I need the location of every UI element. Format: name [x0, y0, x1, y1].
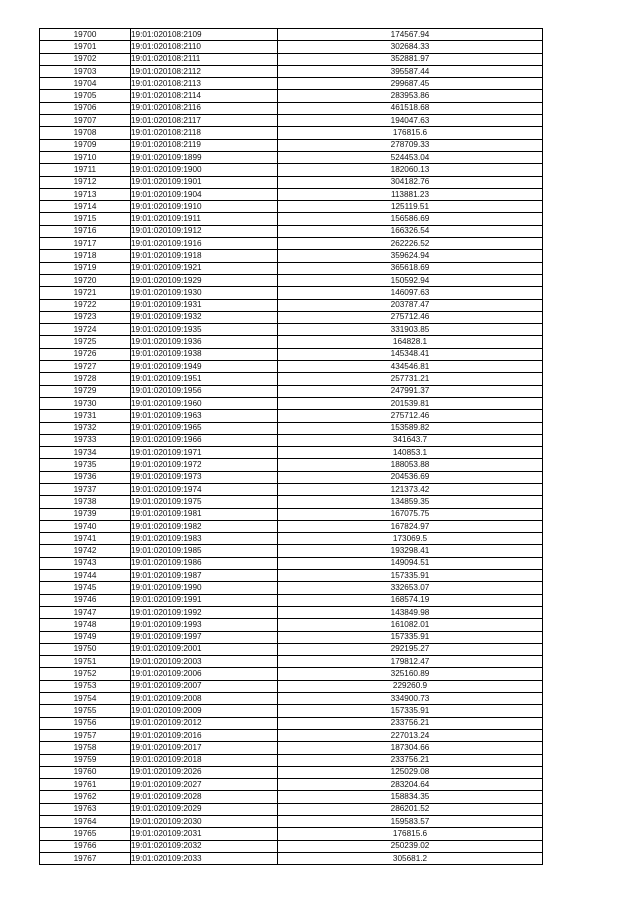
- cadastral-number-cell: 19:01:020109:2033: [131, 852, 278, 864]
- value-cell: 434546.81: [278, 361, 543, 373]
- cadastral-number-cell: 19:01:020109:1992: [131, 606, 278, 618]
- row-number-cell: 19701: [40, 41, 131, 53]
- row-number-cell: 19717: [40, 238, 131, 250]
- cadastral-number-cell: 19:01:020109:1938: [131, 348, 278, 360]
- cadastral-number-cell: 19:01:020109:1983: [131, 533, 278, 545]
- value-cell: 325160.89: [278, 668, 543, 680]
- row-number-cell: 19734: [40, 447, 131, 459]
- row-number-cell: 19713: [40, 188, 131, 200]
- table-row: [40, 311, 543, 323]
- row-number-cell: 19705: [40, 90, 131, 102]
- table-row: [40, 508, 543, 520]
- row-number-cell: 19758: [40, 742, 131, 754]
- table-row: [40, 151, 543, 163]
- value-cell: 125119.51: [278, 201, 543, 213]
- cadastral-number-cell: 19:01:020108:2117: [131, 115, 278, 127]
- cadastral-value-table: [39, 28, 543, 865]
- table-row: [40, 139, 543, 151]
- table-row: [40, 262, 543, 274]
- row-number-cell: 19728: [40, 373, 131, 385]
- table-row: [40, 410, 543, 422]
- value-cell: 201539.81: [278, 397, 543, 409]
- table-row: [40, 127, 543, 139]
- value-cell: 233756.21: [278, 717, 543, 729]
- value-cell: 233756.21: [278, 754, 543, 766]
- cadastral-number-cell: 19:01:020109:2027: [131, 779, 278, 791]
- row-number-cell: 19743: [40, 557, 131, 569]
- row-number-cell: 19767: [40, 852, 131, 864]
- row-number-cell: 19731: [40, 410, 131, 422]
- value-cell: 283953.86: [278, 90, 543, 102]
- cadastral-number-cell: 19:01:020109:2026: [131, 766, 278, 778]
- value-cell: 168574.19: [278, 594, 543, 606]
- table-row: [40, 53, 543, 65]
- cadastral-number-cell: 19:01:020109:1935: [131, 324, 278, 336]
- row-number-cell: 19719: [40, 262, 131, 274]
- value-cell: 121373.42: [278, 483, 543, 495]
- row-number-cell: 19712: [40, 176, 131, 188]
- row-number-cell: 19732: [40, 422, 131, 434]
- value-cell: 156586.69: [278, 213, 543, 225]
- value-cell: 173069.5: [278, 533, 543, 545]
- table-row: [40, 90, 543, 102]
- value-cell: 166326.54: [278, 225, 543, 237]
- table-row: [40, 680, 543, 692]
- table-row: [40, 557, 543, 569]
- value-cell: 262226.52: [278, 238, 543, 250]
- table-row: [40, 766, 543, 778]
- row-number-cell: 19729: [40, 385, 131, 397]
- row-number-cell: 19706: [40, 102, 131, 114]
- value-cell: 157335.91: [278, 570, 543, 582]
- value-cell: 204536.69: [278, 471, 543, 483]
- table-row: [40, 78, 543, 90]
- value-cell: 229260.9: [278, 680, 543, 692]
- table-row: [40, 397, 543, 409]
- table-row: [40, 840, 543, 852]
- row-number-cell: 19715: [40, 213, 131, 225]
- table-row: [40, 816, 543, 828]
- row-number-cell: 19750: [40, 643, 131, 655]
- table-row: [40, 459, 543, 471]
- value-cell: 159583.57: [278, 816, 543, 828]
- row-number-cell: 19762: [40, 791, 131, 803]
- row-number-cell: 19733: [40, 434, 131, 446]
- table-row: [40, 287, 543, 299]
- value-cell: 359624.94: [278, 250, 543, 262]
- table-row: [40, 631, 543, 643]
- row-number-cell: 19760: [40, 766, 131, 778]
- cadastral-number-cell: 19:01:020109:2001: [131, 643, 278, 655]
- cadastral-number-cell: 19:01:020109:2003: [131, 656, 278, 668]
- row-number-cell: 19744: [40, 570, 131, 582]
- table-body: [40, 29, 543, 865]
- value-cell: 227013.24: [278, 729, 543, 741]
- value-cell: 193298.41: [278, 545, 543, 557]
- table-row: [40, 164, 543, 176]
- row-number-cell: 19711: [40, 164, 131, 176]
- cadastral-number-cell: 19:01:020109:1904: [131, 188, 278, 200]
- row-number-cell: 19700: [40, 29, 131, 41]
- row-number-cell: 19730: [40, 397, 131, 409]
- cadastral-number-cell: 19:01:020109:1929: [131, 274, 278, 286]
- table-row: [40, 717, 543, 729]
- table-row: [40, 213, 543, 225]
- table-row: [40, 422, 543, 434]
- value-cell: 275712.46: [278, 311, 543, 323]
- cadastral-number-cell: 19:01:020108:2111: [131, 53, 278, 65]
- row-number-cell: 19763: [40, 803, 131, 815]
- table-row: [40, 250, 543, 262]
- row-number-cell: 19757: [40, 729, 131, 741]
- row-number-cell: 19749: [40, 631, 131, 643]
- cadastral-number-cell: 19:01:020108:2113: [131, 78, 278, 90]
- row-number-cell: 19752: [40, 668, 131, 680]
- row-number-cell: 19727: [40, 361, 131, 373]
- cadastral-number-cell: 19:01:020109:1956: [131, 385, 278, 397]
- row-number-cell: 19722: [40, 299, 131, 311]
- value-cell: 161082.01: [278, 619, 543, 631]
- row-number-cell: 19740: [40, 520, 131, 532]
- row-number-cell: 19702: [40, 53, 131, 65]
- value-cell: 187304.66: [278, 742, 543, 754]
- value-cell: 174567.94: [278, 29, 543, 41]
- cadastral-number-cell: 19:01:020108:2110: [131, 41, 278, 53]
- value-cell: 250239.02: [278, 840, 543, 852]
- row-number-cell: 19704: [40, 78, 131, 90]
- value-cell: 302684.33: [278, 41, 543, 53]
- table-row: [40, 852, 543, 864]
- table-row: [40, 238, 543, 250]
- cadastral-number-cell: 19:01:020108:2114: [131, 90, 278, 102]
- cadastral-number-cell: 19:01:020109:2028: [131, 791, 278, 803]
- row-number-cell: 19709: [40, 139, 131, 151]
- cadastral-number-cell: 19:01:020109:2008: [131, 693, 278, 705]
- cadastral-number-cell: 19:01:020109:1900: [131, 164, 278, 176]
- cadastral-number-cell: 19:01:020109:1949: [131, 361, 278, 373]
- table-row: [40, 115, 543, 127]
- row-number-cell: 19716: [40, 225, 131, 237]
- cadastral-number-cell: 19:01:020109:1973: [131, 471, 278, 483]
- table-row: [40, 594, 543, 606]
- cadastral-number-cell: 19:01:020109:1972: [131, 459, 278, 471]
- cadastral-number-cell: 19:01:020109:1899: [131, 151, 278, 163]
- value-cell: 150592.94: [278, 274, 543, 286]
- cadastral-number-cell: 19:01:020109:1966: [131, 434, 278, 446]
- cadastral-number-cell: 19:01:020109:1911: [131, 213, 278, 225]
- table-row: [40, 102, 543, 114]
- cadastral-number-cell: 19:01:020109:2006: [131, 668, 278, 680]
- row-number-cell: 19755: [40, 705, 131, 717]
- value-cell: 157335.91: [278, 631, 543, 643]
- cadastral-number-cell: 19:01:020109:2032: [131, 840, 278, 852]
- row-number-cell: 19751: [40, 656, 131, 668]
- cadastral-number-cell: 19:01:020108:2112: [131, 65, 278, 77]
- value-cell: 194047.63: [278, 115, 543, 127]
- table-row: [40, 520, 543, 532]
- row-number-cell: 19735: [40, 459, 131, 471]
- table-row: [40, 41, 543, 53]
- table-row: [40, 201, 543, 213]
- row-number-cell: 19721: [40, 287, 131, 299]
- cadastral-number-cell: 19:01:020109:2007: [131, 680, 278, 692]
- cadastral-number-cell: 19:01:020109:1986: [131, 557, 278, 569]
- value-cell: 176815.6: [278, 127, 543, 139]
- value-cell: 331903.85: [278, 324, 543, 336]
- row-number-cell: 19718: [40, 250, 131, 262]
- row-number-cell: 19748: [40, 619, 131, 631]
- value-cell: 286201.52: [278, 803, 543, 815]
- table-row: [40, 483, 543, 495]
- row-number-cell: 19738: [40, 496, 131, 508]
- cadastral-number-cell: 19:01:020109:1987: [131, 570, 278, 582]
- value-cell: 182060.13: [278, 164, 543, 176]
- cadastral-number-cell: 19:01:020109:1963: [131, 410, 278, 422]
- value-cell: 153589.82: [278, 422, 543, 434]
- cadastral-number-cell: 19:01:020109:2009: [131, 705, 278, 717]
- row-number-cell: 19742: [40, 545, 131, 557]
- table-row: [40, 606, 543, 618]
- row-number-cell: 19720: [40, 274, 131, 286]
- table-row: [40, 65, 543, 77]
- table-row: [40, 729, 543, 741]
- value-cell: 365618.69: [278, 262, 543, 274]
- row-number-cell: 19739: [40, 508, 131, 520]
- value-cell: 299687.45: [278, 78, 543, 90]
- cadastral-number-cell: 19:01:020109:1918: [131, 250, 278, 262]
- table-row: [40, 188, 543, 200]
- value-cell: 176815.6: [278, 828, 543, 840]
- row-number-cell: 19707: [40, 115, 131, 127]
- table-row: [40, 336, 543, 348]
- table-row: [40, 582, 543, 594]
- cadastral-number-cell: 19:01:020109:1975: [131, 496, 278, 508]
- value-cell: 149094.51: [278, 557, 543, 569]
- cadastral-number-cell: 19:01:020109:1910: [131, 201, 278, 213]
- cadastral-number-cell: 19:01:020108:2109: [131, 29, 278, 41]
- value-cell: 157335.91: [278, 705, 543, 717]
- cadastral-number-cell: 19:01:020109:1997: [131, 631, 278, 643]
- cadastral-number-cell: 19:01:020109:1912: [131, 225, 278, 237]
- cadastral-number-cell: 19:01:020108:2119: [131, 139, 278, 151]
- value-cell: 167824.97: [278, 520, 543, 532]
- table-row: [40, 29, 543, 41]
- row-number-cell: 19703: [40, 65, 131, 77]
- value-cell: 395587.44: [278, 65, 543, 77]
- row-number-cell: 19765: [40, 828, 131, 840]
- value-cell: 125029.08: [278, 766, 543, 778]
- value-cell: 158834.35: [278, 791, 543, 803]
- table-row: [40, 754, 543, 766]
- row-number-cell: 19747: [40, 606, 131, 618]
- row-number-cell: 19761: [40, 779, 131, 791]
- value-cell: 143849.98: [278, 606, 543, 618]
- cadastral-number-cell: 19:01:020109:1936: [131, 336, 278, 348]
- value-cell: 167075.75: [278, 508, 543, 520]
- table-row: [40, 496, 543, 508]
- table-row: [40, 225, 543, 237]
- table-row: [40, 693, 543, 705]
- row-number-cell: 19708: [40, 127, 131, 139]
- cadastral-number-cell: 19:01:020109:1960: [131, 397, 278, 409]
- row-number-cell: 19736: [40, 471, 131, 483]
- value-cell: 188053.88: [278, 459, 543, 471]
- row-number-cell: 19756: [40, 717, 131, 729]
- cadastral-number-cell: 19:01:020109:2017: [131, 742, 278, 754]
- table-row: [40, 570, 543, 582]
- table-row: [40, 361, 543, 373]
- row-number-cell: 19764: [40, 816, 131, 828]
- cadastral-number-cell: 19:01:020109:1931: [131, 299, 278, 311]
- cadastral-number-cell: 19:01:020109:1991: [131, 594, 278, 606]
- table-row: [40, 324, 543, 336]
- value-cell: 140853.1: [278, 447, 543, 459]
- cadastral-number-cell: 19:01:020109:1930: [131, 287, 278, 299]
- table-row: [40, 385, 543, 397]
- table-row: [40, 779, 543, 791]
- table-row: [40, 545, 543, 557]
- table-row: [40, 828, 543, 840]
- table-row: [40, 348, 543, 360]
- row-number-cell: 19725: [40, 336, 131, 348]
- cadastral-number-cell: 19:01:020109:1981: [131, 508, 278, 520]
- value-cell: 146097.63: [278, 287, 543, 299]
- cadastral-number-cell: 19:01:020109:1965: [131, 422, 278, 434]
- value-cell: 304182.76: [278, 176, 543, 188]
- cadastral-number-cell: 19:01:020109:1921: [131, 262, 278, 274]
- value-cell: 341643.7: [278, 434, 543, 446]
- cadastral-number-cell: 19:01:020109:1985: [131, 545, 278, 557]
- value-cell: 352881.97: [278, 53, 543, 65]
- value-cell: 283204.64: [278, 779, 543, 791]
- row-number-cell: 19766: [40, 840, 131, 852]
- table-row: [40, 373, 543, 385]
- value-cell: 305681.2: [278, 852, 543, 864]
- table-row: [40, 447, 543, 459]
- table-row: [40, 791, 543, 803]
- row-number-cell: 19759: [40, 754, 131, 766]
- table-row: [40, 533, 543, 545]
- cadastral-number-cell: 19:01:020109:1932: [131, 311, 278, 323]
- cadastral-number-cell: 19:01:020109:2016: [131, 729, 278, 741]
- table-row: [40, 668, 543, 680]
- table-row: [40, 742, 543, 754]
- row-number-cell: 19724: [40, 324, 131, 336]
- row-number-cell: 19714: [40, 201, 131, 213]
- row-number-cell: 19723: [40, 311, 131, 323]
- value-cell: 203787.47: [278, 299, 543, 311]
- value-cell: 334900.73: [278, 693, 543, 705]
- table-row: [40, 803, 543, 815]
- value-cell: 134859.35: [278, 496, 543, 508]
- table-row: [40, 274, 543, 286]
- row-number-cell: 19754: [40, 693, 131, 705]
- row-number-cell: 19737: [40, 483, 131, 495]
- table-row: [40, 705, 543, 717]
- value-cell: 278709.33: [278, 139, 543, 151]
- row-number-cell: 19753: [40, 680, 131, 692]
- cadastral-number-cell: 19:01:020109:1974: [131, 483, 278, 495]
- row-number-cell: 19745: [40, 582, 131, 594]
- table-row: [40, 434, 543, 446]
- row-number-cell: 19726: [40, 348, 131, 360]
- cadastral-number-cell: 19:01:020109:2030: [131, 816, 278, 828]
- cadastral-number-cell: 19:01:020109:1990: [131, 582, 278, 594]
- cadastral-number-cell: 19:01:020108:2118: [131, 127, 278, 139]
- cadastral-number-cell: 19:01:020109:1982: [131, 520, 278, 532]
- value-cell: 461518.68: [278, 102, 543, 114]
- cadastral-number-cell: 19:01:020109:1901: [131, 176, 278, 188]
- table-row: [40, 299, 543, 311]
- cadastral-number-cell: 19:01:020109:2029: [131, 803, 278, 815]
- cadastral-number-cell: 19:01:020109:1951: [131, 373, 278, 385]
- row-number-cell: 19741: [40, 533, 131, 545]
- row-number-cell: 19710: [40, 151, 131, 163]
- row-number-cell: 19746: [40, 594, 131, 606]
- value-cell: 524453.04: [278, 151, 543, 163]
- table-row: [40, 643, 543, 655]
- cadastral-number-cell: 19:01:020109:1993: [131, 619, 278, 631]
- value-cell: 145348.41: [278, 348, 543, 360]
- value-cell: 257731.21: [278, 373, 543, 385]
- value-cell: 113881.23: [278, 188, 543, 200]
- value-cell: 247991.37: [278, 385, 543, 397]
- table-row: [40, 656, 543, 668]
- value-cell: 164828.1: [278, 336, 543, 348]
- cadastral-number-cell: 19:01:020109:2018: [131, 754, 278, 766]
- cadastral-number-cell: 19:01:020109:1916: [131, 238, 278, 250]
- value-cell: 292195.27: [278, 643, 543, 655]
- cadastral-number-cell: 19:01:020109:1971: [131, 447, 278, 459]
- table-row: [40, 471, 543, 483]
- cadastral-number-cell: 19:01:020109:2031: [131, 828, 278, 840]
- cadastral-number-cell: 19:01:020108:2116: [131, 102, 278, 114]
- table-row: [40, 176, 543, 188]
- value-cell: 332653.07: [278, 582, 543, 594]
- cadastral-number-cell: 19:01:020109:2012: [131, 717, 278, 729]
- value-cell: 275712.46: [278, 410, 543, 422]
- value-cell: 179812.47: [278, 656, 543, 668]
- table-row: [40, 619, 543, 631]
